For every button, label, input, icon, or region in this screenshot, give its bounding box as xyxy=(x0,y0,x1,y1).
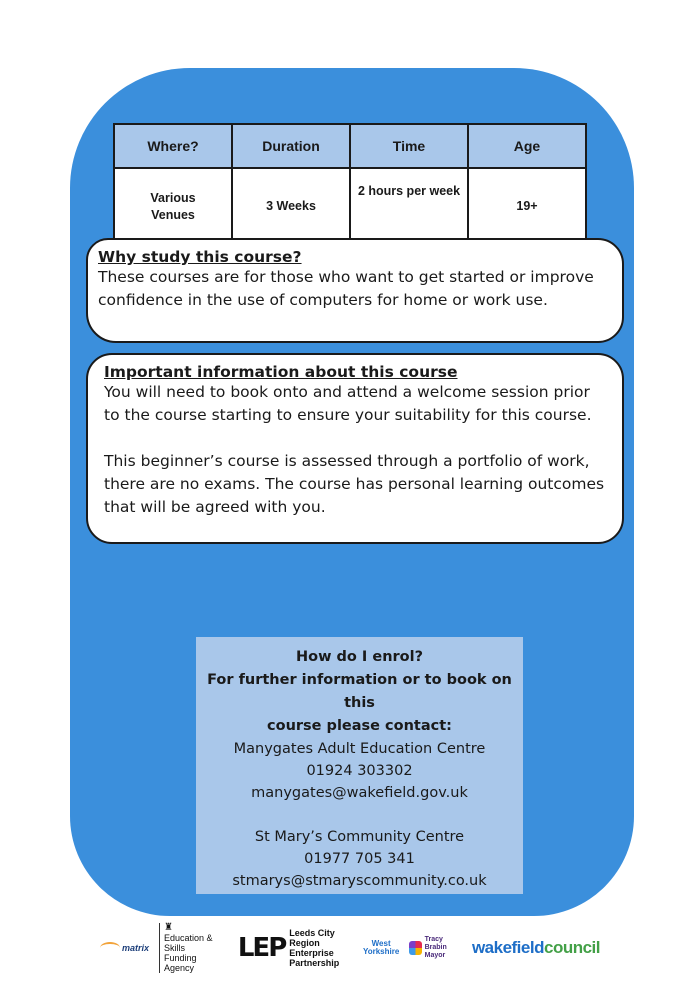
mayor-mark-icon xyxy=(409,941,421,955)
lep-line-2: Enterprise xyxy=(289,948,334,958)
header-time: Time xyxy=(350,124,468,168)
header-duration: Duration xyxy=(232,124,350,168)
cell-time: 2 hours per week xyxy=(350,168,468,245)
crest-icon: ♜ xyxy=(164,922,173,933)
important-info-card xyxy=(86,353,624,544)
table-header-row xyxy=(114,124,586,168)
cell-age: 19+ xyxy=(468,168,586,245)
important-para1-line-2: to the course starting to ensure your suitability for this course. xyxy=(104,406,592,424)
important-para1-line-1: You will need to book onto and attend a welcome session prior xyxy=(104,383,590,401)
important-info-title: Important information about this course xyxy=(104,363,458,381)
why-study-title: Why study this course? xyxy=(98,248,302,266)
council-text: council xyxy=(543,938,600,957)
enrol-heading: How do I enrol? xyxy=(295,649,424,665)
centre1-email[interactable]: manygates@wakefield.gov.uk xyxy=(251,785,468,801)
why-study-line-1: These courses are for those who want to get started or improve xyxy=(98,268,594,286)
cell-duration: 3 Weeks xyxy=(232,168,350,245)
esfa-line-1: Education & Skills xyxy=(164,933,213,953)
centre1-phone: 01924 303302 xyxy=(306,763,413,779)
enrol-contact-box xyxy=(196,637,523,894)
west-yorkshire-logo xyxy=(363,940,399,956)
mayor-line-1: Tracy Brabin xyxy=(424,936,447,951)
header-age: Age xyxy=(468,124,586,168)
header-where: Where? xyxy=(114,124,232,168)
centre1-name: Manygates Adult Education Centre xyxy=(233,741,486,757)
lep-line-3: Partnership xyxy=(289,958,340,968)
centre2-name: St Mary’s Community Centre xyxy=(254,829,465,845)
matrix-swoosh-icon xyxy=(100,942,120,954)
course-info-table xyxy=(113,123,587,246)
matrix-logo xyxy=(100,942,149,954)
wakefield-text: wakefield xyxy=(471,938,544,957)
centre2-email[interactable]: stmarys@stmaryscommunity.co.uk xyxy=(232,873,487,889)
cell-where: Various Venues xyxy=(114,168,232,245)
important-para2-line-2: there are no exams. The course has personal learning outcomes xyxy=(104,475,605,493)
mayor-logo xyxy=(409,936,462,960)
mayor-line-2: Mayor xyxy=(424,952,446,959)
table-row xyxy=(114,168,586,245)
enrol-subheading-2: course please contact: xyxy=(267,718,452,734)
centre2-phone: 01977 705 341 xyxy=(304,851,415,867)
lep-logo xyxy=(238,928,353,968)
wy-line-2: Yorkshire xyxy=(362,947,400,956)
lep-line-1: Leeds City Region xyxy=(289,928,335,948)
esfa-line-2: Funding Agency xyxy=(164,953,197,973)
important-para2-line-1: This beginner’s course is assessed through a portfolio of work, xyxy=(104,452,590,470)
important-para2-line-3: that will be agreed with you. xyxy=(104,498,326,516)
sponsor-logos-footer xyxy=(100,922,600,973)
esfa-logo xyxy=(159,923,228,973)
wakefield-council-logo xyxy=(472,938,600,958)
lep-mark-icon: LEP xyxy=(237,933,286,963)
enrol-subheading-1: For further information or to book on this xyxy=(207,672,512,711)
contact-gap xyxy=(196,804,523,826)
paragraph-gap xyxy=(104,427,622,450)
why-study-card xyxy=(86,238,624,343)
wy-line-1: West xyxy=(371,939,391,948)
matrix-logo-text: matrix xyxy=(122,943,150,953)
why-study-line-2: confidence in the use of computers for home or work use. xyxy=(98,291,548,309)
